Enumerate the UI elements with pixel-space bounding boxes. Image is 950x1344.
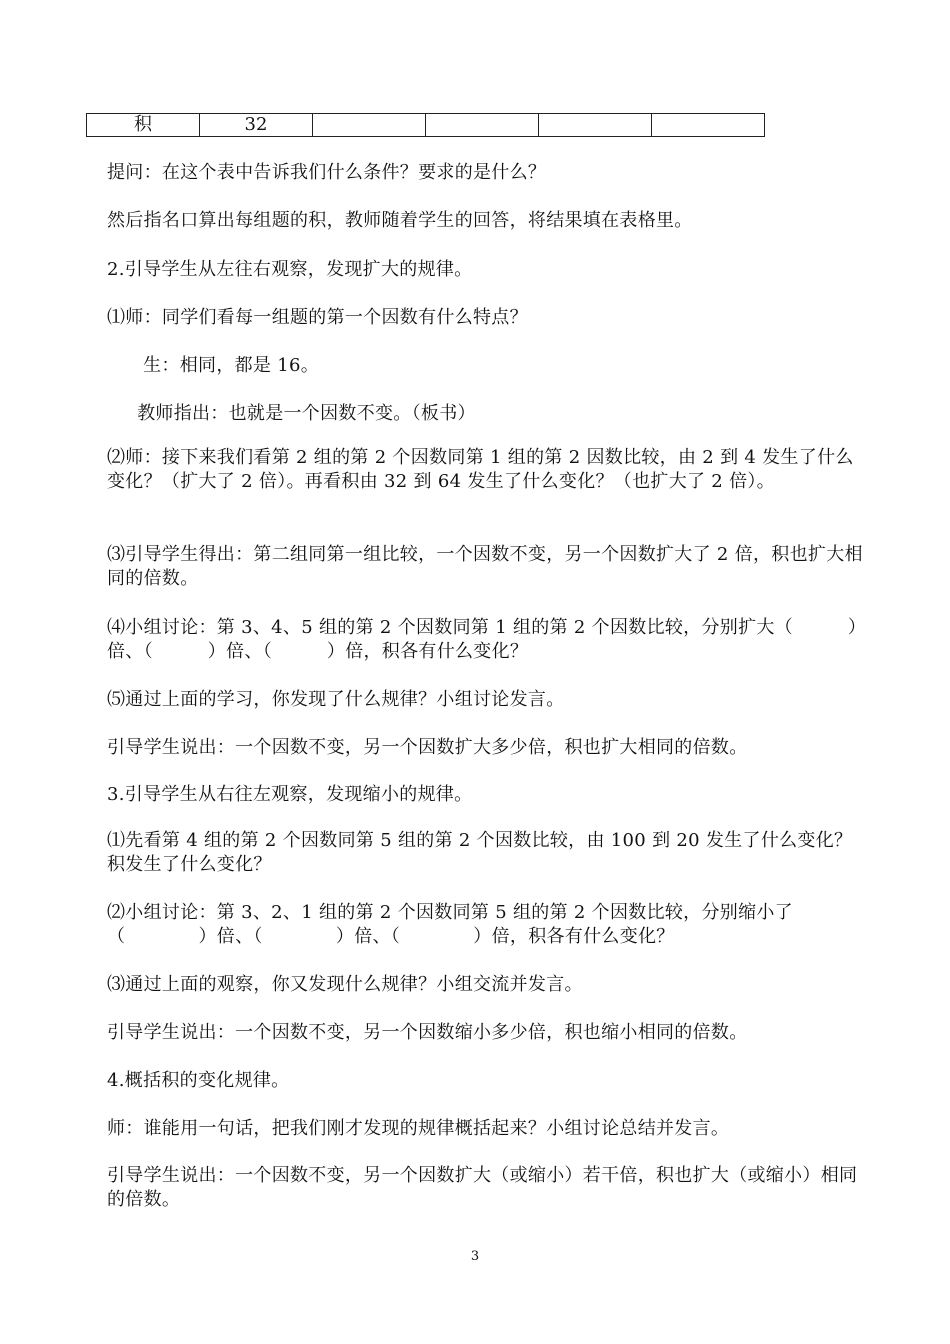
paragraph: 师：谁能用一句话，把我们刚才发现的规律概括起来？小组讨论总结并发言。	[107, 1118, 730, 1139]
paragraph: ⑸通过上面的学习，你发现了什么规律？小组讨论发言。	[107, 689, 565, 710]
product-table	[86, 113, 765, 137]
table-row-label: 积	[87, 114, 200, 137]
table-row	[87, 114, 765, 137]
paragraph: 然后指名口算出每组题的积，教师随着学生的回答，将结果填在表格里。	[107, 210, 693, 231]
paragraph: 生：相同，都是 16。	[107, 355, 320, 376]
paragraph: 引导学生说出：一个因数不变，另一个因数缩小多少倍，积也缩小相同的倍数。	[107, 1022, 748, 1043]
section-heading: 2.引导学生从左往右观察，发现扩大的规律。	[107, 259, 473, 280]
paragraph: ⑶引导学生得出：第二组同第一组比较，一个因数不变，另一个因数扩大了 2 倍，积也扩大相同的倍数。	[107, 544, 863, 589]
paragraph: 提问：在这个表中告诉我们什么条件？要求的是什么？	[107, 162, 547, 183]
table-cell	[539, 114, 652, 137]
paragraph: ⑵师：接下来我们看第 2 组的第 2 个因数同第 1 组的第 2 因数比较，由 2 到 4 发生了什么变化？（扩大了 2 倍）。再看积由 32 到 64 发生了什么变化？（也扩大了 2 倍）。	[107, 447, 854, 492]
page-number: 3	[470, 1249, 480, 1264]
section-heading: 4.概括积的变化规律。	[107, 1070, 290, 1091]
paragraph: ⑷小组讨论：第 3、4、5 组的第 2 个因数同第 1 组的第 2 个因数比较，分别扩大（ ）倍、（ ）倍、（ ）倍，积各有什么变化？	[107, 617, 858, 662]
table-cell	[426, 114, 539, 137]
table-cell	[313, 114, 426, 137]
paragraph: ⑶通过上面的观察，你又发现什么规律？小组交流并发言。	[107, 974, 583, 995]
paragraph: 引导学生说出：一个因数不变，另一个因数扩大（或缩小）若干倍，积也扩大（或缩小）相同的倍数。	[107, 1165, 858, 1210]
paragraph: ⑵小组讨论：第 3、2、1 组的第 2 个因数同第 5 组的第 2 个因数比较，分别缩小了（ ）倍、（ ）倍、（ ）倍，积各有什么变化？	[107, 902, 793, 947]
paragraph: ⑴先看第 4 组的第 2 个因数同第 5 组的第 2 个因数比较，由 100 到 20 发生了什么变化？积发生了什么变化？	[107, 830, 853, 875]
paragraph: ⑴师：同学们看每一组题的第一个因数有什么特点？	[107, 307, 528, 328]
paragraph: 教师指出：也就是一个因数不变。（板书）	[107, 403, 476, 424]
paragraph: 引导学生说出：一个因数不变，另一个因数扩大多少倍，积也扩大相同的倍数。	[107, 737, 748, 758]
table-cell: 32	[200, 114, 313, 137]
table-cell	[652, 114, 765, 137]
section-heading: 3.引导学生从右往左观察，发现缩小的规律。	[107, 784, 473, 805]
